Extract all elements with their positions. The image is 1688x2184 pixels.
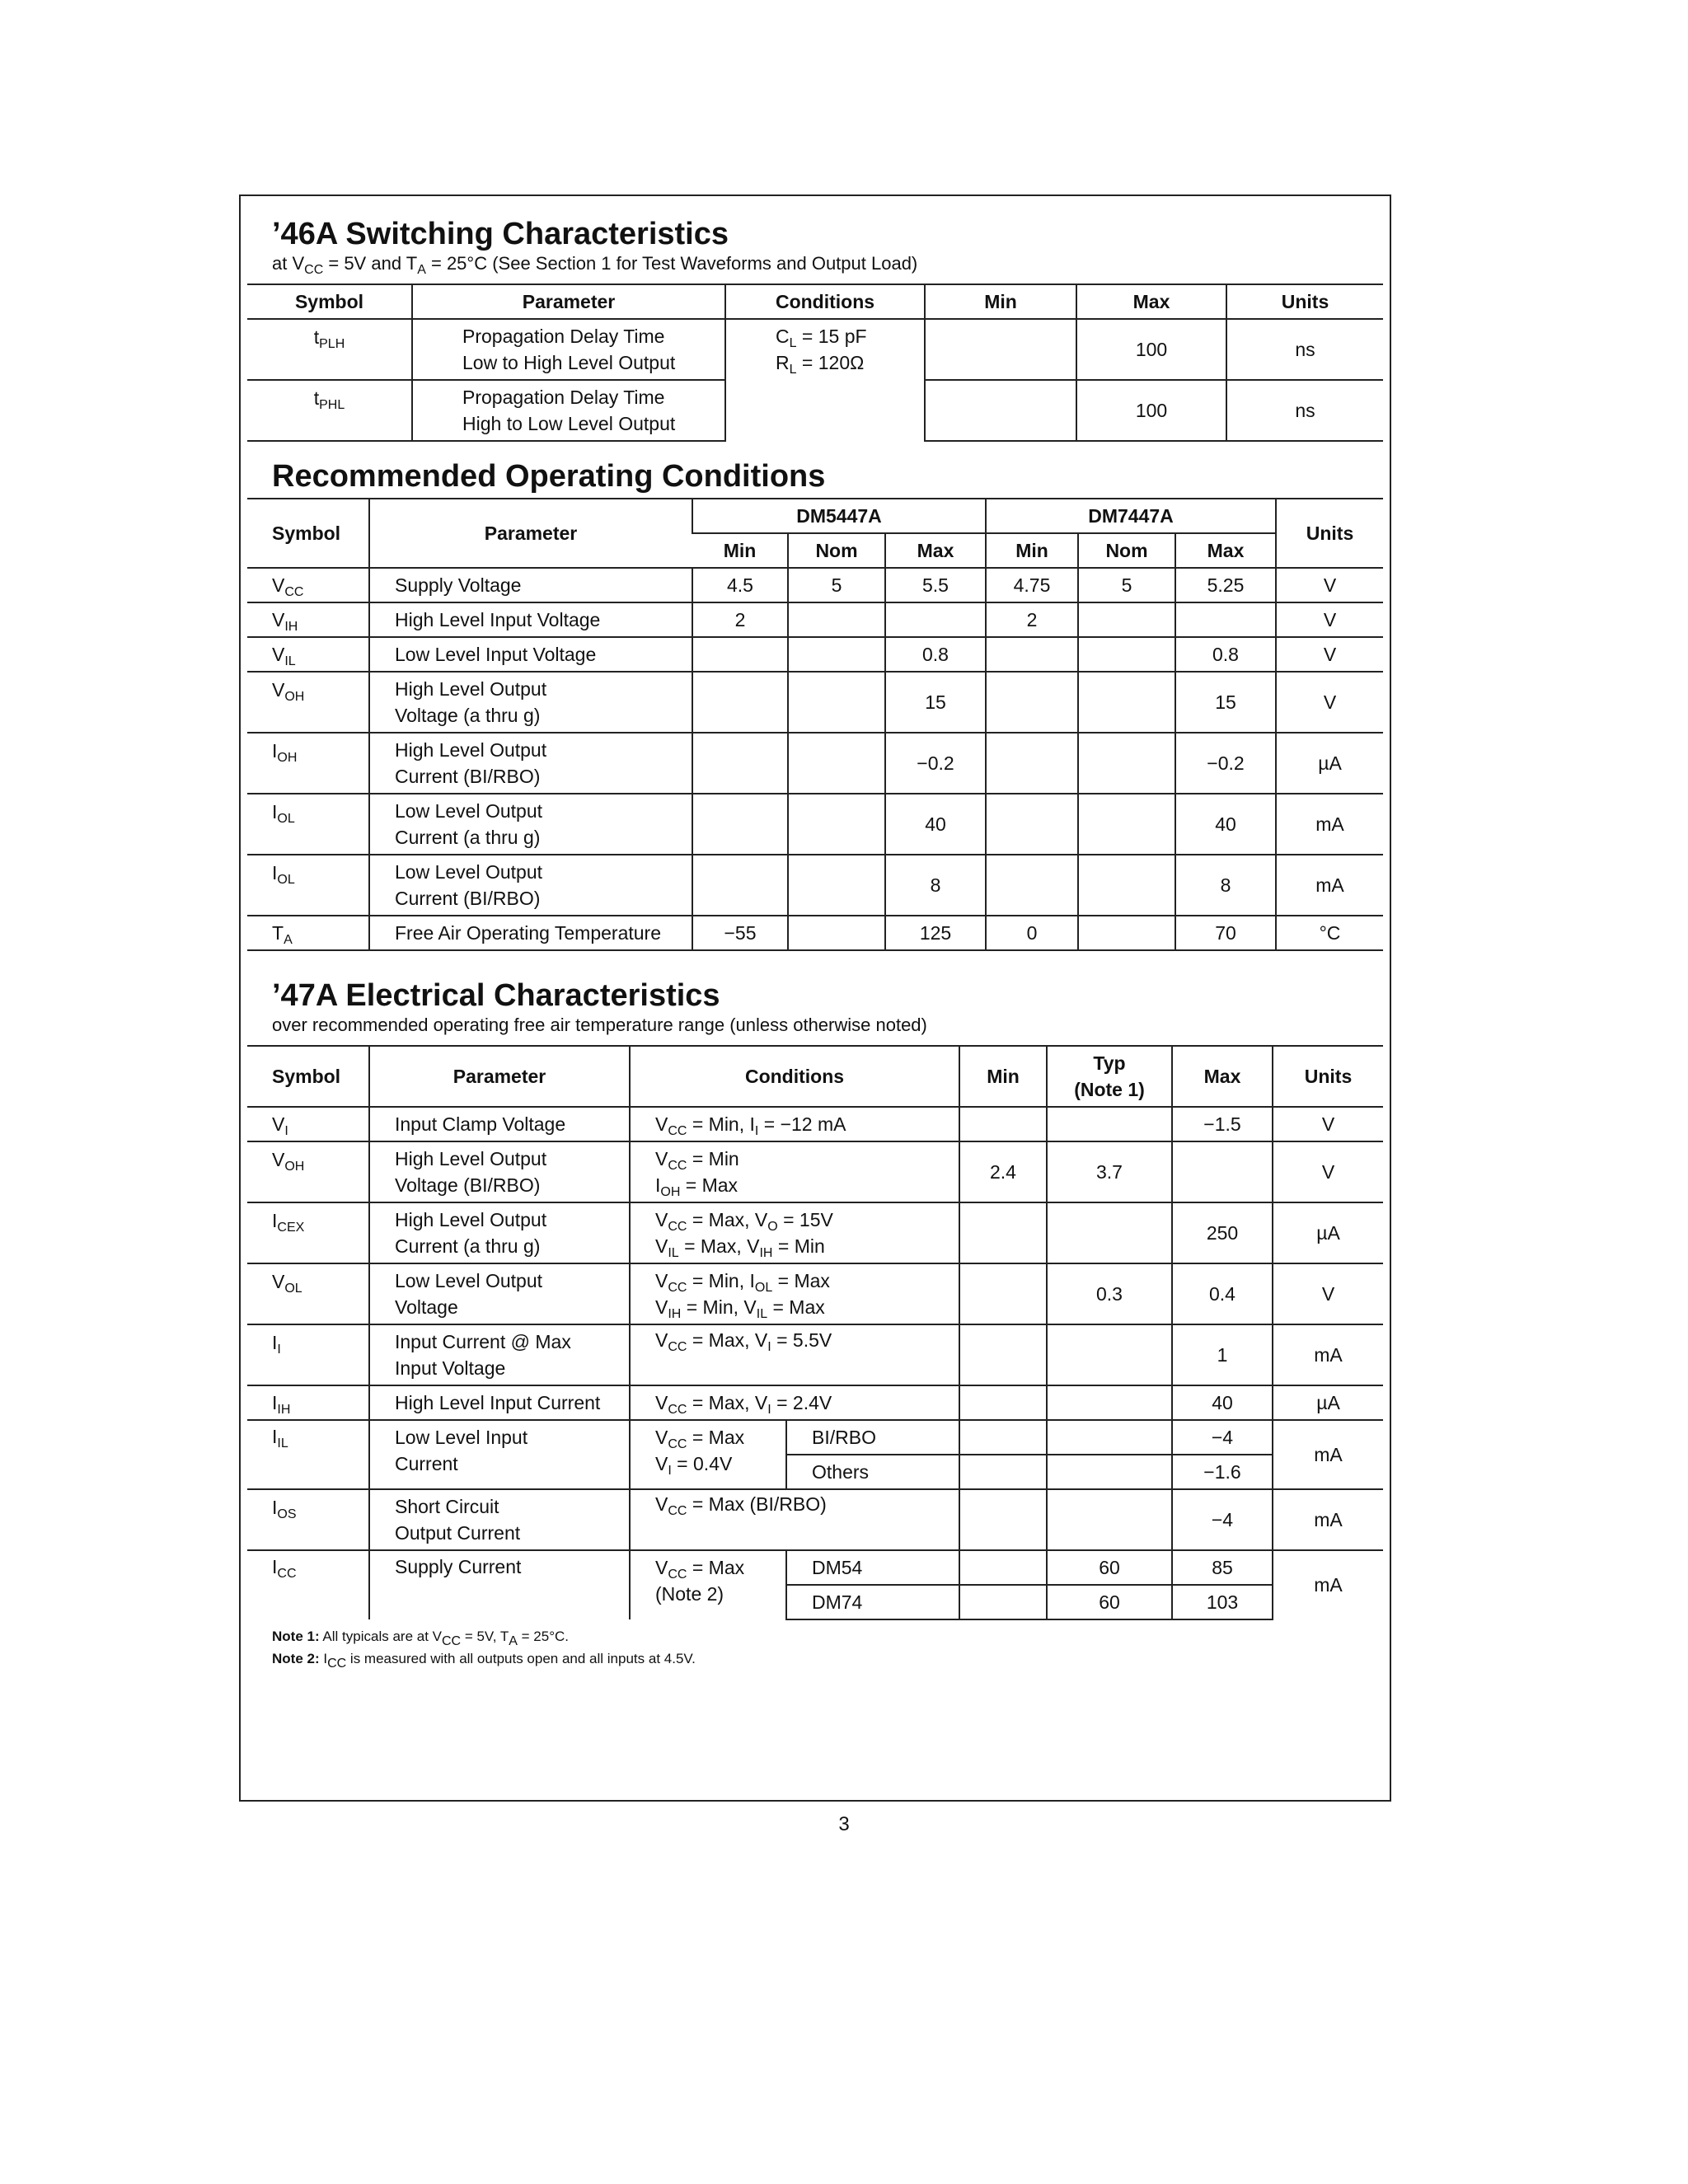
table-header: Min Nom Max Min Nom Max bbox=[247, 533, 1383, 568]
table-row: $T_A$ Free Air Operating Temperature −55 125 0 70 °C bbox=[247, 916, 1383, 950]
table-row: $V_{IL}$ Low Level Input Voltage 0.8 0.8 V bbox=[247, 637, 1383, 672]
table-header: Symbol Parameter DM5447A DM7447A Units bbox=[247, 499, 1383, 533]
table-row: $I_I$ Input Current @ Max Input Voltage $V_{CC}$ = Max, $V_I = 5.5V$ 1 mA bbox=[247, 1324, 1383, 1385]
switching-subtitle: at $V_{CC} = 5V$ and $T_A = 25^\circ C$ (See Section 1 for Test Waveforms and Output Load) bbox=[272, 253, 918, 277]
page-number: 3 bbox=[838, 1813, 850, 1835]
table-row: $I_{IH}$ High Level Input Current $V_{CC}$ = Max, $V_I = 2.4V$ 40 µA bbox=[247, 1385, 1383, 1420]
table-row: $V_{IH}$ High Level Input Voltage 2 2 V bbox=[247, 602, 1383, 637]
table-row: DM74 60 103 bbox=[247, 1585, 1383, 1619]
table-row: $t_{PHL}$ Propagation Delay Time High to Low Level Output 100 ns bbox=[247, 380, 1383, 441]
table-header: Symbol Parameter Conditions Min Max Units bbox=[247, 284, 1383, 319]
table-row: $I_{CC}$ Supply Current $V_{CC}$ = Max (Note 2) DM54 60 85 mA bbox=[247, 1550, 1383, 1585]
roc-section bbox=[247, 458, 1383, 951]
note-1: Note 1: All typicals are at $V_{CC} = 5V$, $T_A = 25^\circ C$. bbox=[272, 1629, 569, 1648]
elec-title: ’47A Electrical Characteristics bbox=[272, 978, 720, 1013]
elec-subtitle: over recommended operating free air temperature range (unless otherwise noted) bbox=[272, 1015, 927, 1035]
table-row: $I_{OL}$ Low Level Output Current (BI/RBO) 8 8 mA bbox=[247, 855, 1383, 916]
table-header: Symbol Parameter Conditions Min Typ (Note 1) Max Units bbox=[247, 1046, 1383, 1107]
switching-table bbox=[247, 284, 1383, 442]
roc-title: Recommended Operating Conditions bbox=[272, 459, 826, 494]
elec-section bbox=[247, 977, 1383, 1670]
elec-table bbox=[247, 1045, 1383, 1620]
table-row: $I_{OH}$ High Level Output Current (BI/RBO) −0.2 −0.2 µA bbox=[247, 733, 1383, 794]
table-row: $t_{PLH}$ Propagation Delay Time Low to High Level Output $C_L = 15$ pF $R_L = 120\Omega$ 100 ns bbox=[247, 319, 1383, 380]
table-row: Others −1.6 bbox=[247, 1455, 1383, 1489]
switching-section bbox=[247, 216, 1383, 442]
table-row: $V_{CC}$ Supply Voltage 4.5 5 5.5 4.75 5 5.25 V bbox=[247, 568, 1383, 602]
switching-title: ’46A Switching Characteristics bbox=[272, 217, 729, 251]
table-row: $V_I$ Input Clamp Voltage $V_{CC}$ = Min, $I_I = -12$ mA −1.5 V bbox=[247, 1107, 1383, 1141]
table-row: $I_{OS}$ Short Circuit Output Current $V_{CC}$ = Max (BI/RBO) −4 mA bbox=[247, 1489, 1383, 1550]
table-row: $I_{CEX}$ High Level Output Current (a thru g) $V_{CC}$ = Max, $V_O = 15V$ $V_{IL}$ = Max, $V_{IH}$ = Min 250 µA bbox=[247, 1202, 1383, 1263]
table-row: $V_{OH}$ High Level Output Voltage (BI/RBO) $V_{CC}$ = Min $I_{OH}$ = Max 2.4 3.7 V bbox=[247, 1141, 1383, 1202]
roc-table bbox=[247, 498, 1383, 951]
table-row: $I_{OL}$ Low Level Output Current (a thru g) 40 40 mA bbox=[247, 794, 1383, 855]
switching-conditions: $C_L = 15$ pF $R_L = 120\Omega$ bbox=[725, 319, 925, 441]
notes bbox=[247, 1625, 1383, 1670]
table-row: $I_{IL}$ Low Level Input Current $V_{CC}$ = Max $V_I = 0.4V$ BI/RBO −4 mA bbox=[247, 1420, 1383, 1455]
table-row: $V_{OL}$ Low Level Output Voltage $V_{CC}$ = Min, $I_{OL}$ = Max $V_{IH}$ = Min, $V_{IL}$ = Max 0.3 0.4 V bbox=[247, 1263, 1383, 1324]
table-row: $V_{OH}$ High Level Output Voltage (a thru g) 15 15 V bbox=[247, 672, 1383, 733]
note-2: Note 2: $I_{CC}$ is measured with all outputs open and all inputs at 4.5V. bbox=[272, 1651, 696, 1671]
